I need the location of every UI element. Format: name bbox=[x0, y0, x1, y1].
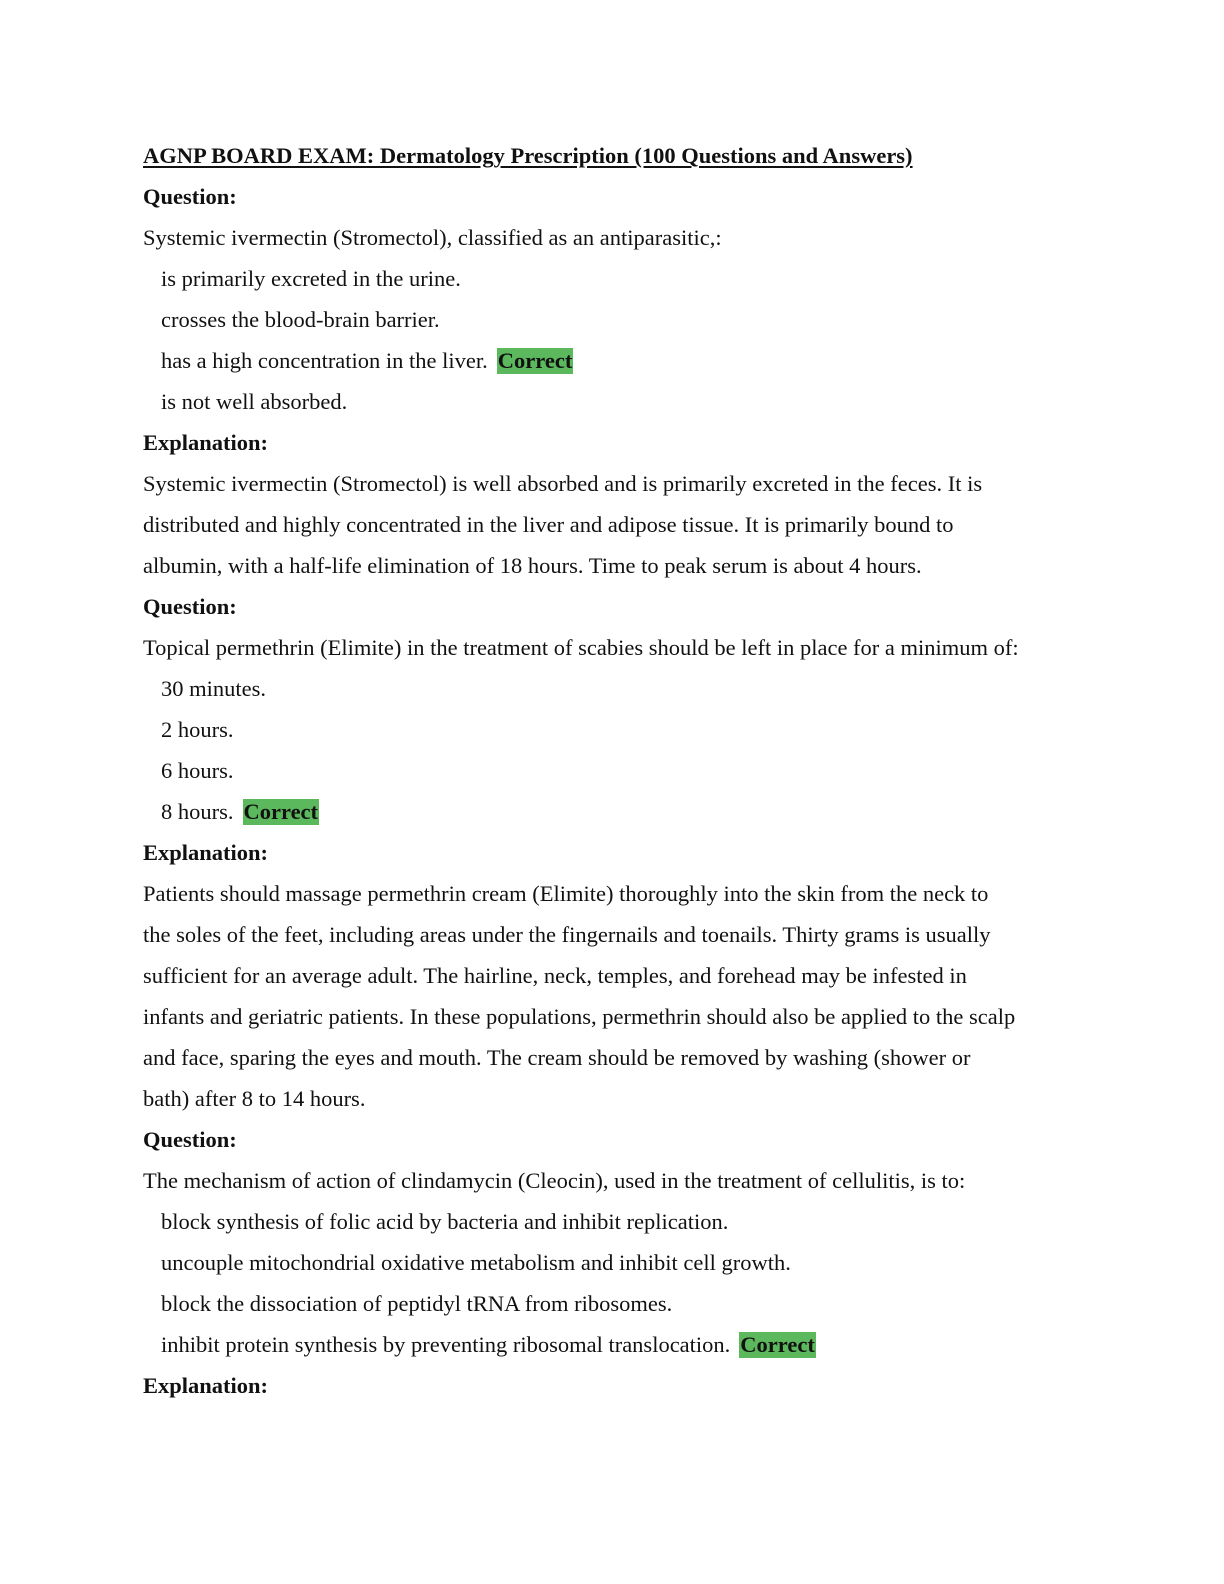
option-text: 8 hours. bbox=[161, 799, 234, 824]
option-text: is not well absorbed. bbox=[161, 389, 348, 414]
question-stem: Systemic ivermectin (Stromectol), classified as an antiparasitic,: bbox=[143, 225, 722, 250]
correct-badge: Correct bbox=[243, 799, 319, 824]
question-label: Question: bbox=[143, 184, 237, 209]
answer-option bbox=[143, 340, 1103, 381]
answer-option bbox=[143, 750, 1103, 791]
option-text: inhibit protein synthesis by preventing ribosomal translocation. bbox=[161, 1332, 731, 1357]
explanation-line: and face, sparing the eyes and mouth. The cream should be removed by washing (shower or bbox=[143, 1045, 971, 1070]
answer-option bbox=[143, 668, 1103, 709]
option-text: 6 hours. bbox=[161, 758, 234, 783]
option-text: 30 minutes. bbox=[161, 676, 266, 701]
correct-badge: Correct bbox=[497, 348, 573, 373]
explanation-line: the soles of the feet, including areas under the fingernails and toenails. Thirty grams is usually bbox=[143, 922, 991, 947]
answer-option bbox=[143, 1324, 1103, 1365]
question-stem: The mechanism of action of clindamycin (Cleocin), used in the treatment of cellulitis, is to: bbox=[143, 1168, 966, 1193]
explanation-line: bath) after 8 to 14 hours. bbox=[143, 1086, 366, 1111]
answer-option bbox=[143, 791, 1103, 832]
answer-option bbox=[143, 299, 1103, 340]
option-text: block the dissociation of peptidyl tRNA from ribosomes. bbox=[161, 1291, 673, 1316]
option-text: has a high concentration in the liver. bbox=[161, 348, 488, 373]
answer-option bbox=[143, 1242, 1103, 1283]
option-text: uncouple mitochondrial oxidative metabolism and inhibit cell growth. bbox=[161, 1250, 791, 1275]
document-page bbox=[143, 135, 1103, 1406]
option-text: block synthesis of folic acid by bacteria and inhibit replication. bbox=[161, 1209, 729, 1234]
explanation-line: sufficient for an average adult. The hairline, neck, temples, and forehead may be infested in bbox=[143, 963, 967, 988]
explanation-label: Explanation: bbox=[143, 840, 269, 865]
explanation-line: Patients should massage permethrin cream (Elimite) thoroughly into the skin from the neck to bbox=[143, 881, 989, 906]
explanation-label: Explanation: bbox=[143, 430, 269, 455]
document-title: AGNP BOARD EXAM: Dermatology Prescription (100 Questions and Answers) bbox=[143, 143, 913, 168]
answer-option bbox=[143, 1283, 1103, 1324]
answer-option bbox=[143, 709, 1103, 750]
answer-option bbox=[143, 1201, 1103, 1242]
explanation-line: albumin, with a half-life elimination of 18 hours. Time to peak serum is about 4 hours. bbox=[143, 553, 922, 578]
option-text: is primarily excreted in the urine. bbox=[161, 266, 461, 291]
option-text: crosses the blood-brain barrier. bbox=[161, 307, 440, 332]
option-text: 2 hours. bbox=[161, 717, 234, 742]
explanation-line: Systemic ivermectin (Stromectol) is well absorbed and is primarily excreted in the feces. It is bbox=[143, 471, 983, 496]
answer-option bbox=[143, 258, 1103, 299]
question-label: Question: bbox=[143, 594, 237, 619]
answer-option bbox=[143, 381, 1103, 422]
question-label: Question: bbox=[143, 1127, 237, 1152]
correct-badge: Correct bbox=[740, 1332, 815, 1357]
explanation-label: Explanation: bbox=[143, 1373, 269, 1398]
explanation-line: distributed and highly concentrated in the liver and adipose tissue. It is primarily bound to bbox=[143, 512, 954, 537]
explanation-line: infants and geriatric patients. In these populations, permethrin should also be applied to the scalp bbox=[143, 1004, 1016, 1029]
question-stem: Topical permethrin (Elimite) in the treatment of scabies should be left in place for a minimum of: bbox=[143, 635, 1019, 660]
